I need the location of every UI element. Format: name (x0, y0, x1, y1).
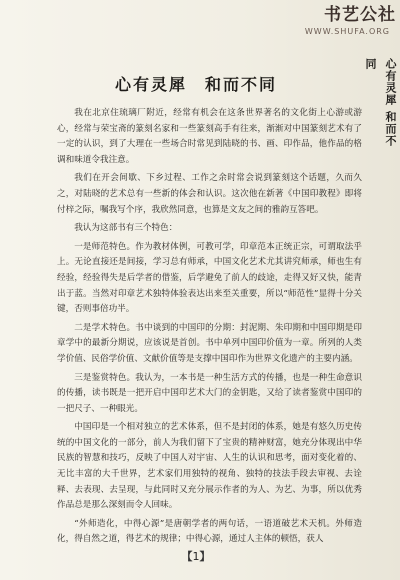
paragraph: 中国印是一个相对独立的艺术体系，但不是封闭的体系，她是有悠久历史传统的中国文化的一部分，前人为我们留下了宝贵的精神财富，她充分体现出中华民族的智慧和技巧，反映了中国人对宇宙、人生的认识和思考，面对变化着的、无比丰富的大千世界，艺术家们用独特的视角、独特的技法手段去审视、去诠释、去表现、去呈现，与此同时又充分展示作者的为人、为艺、为事，所以优秀作品总是那么深刻而令人回味。 (57, 422, 362, 511)
paragraph: 我认为这部书有三个特色： (74, 223, 178, 234)
right-bracket-icon: 】 (199, 550, 211, 563)
running-header: 心有灵犀 和而不同 (364, 58, 397, 147)
logo-url: WWW.SHUFA.ORG (304, 27, 390, 36)
article-body (57, 106, 362, 551)
logo-name: 书艺公社 (324, 5, 396, 25)
paragraph: 二是学术特色。书中谈到的中国印的分期：封泥期、朱印期和中国印期是印章学中的最新分期说，应该说是首创。书中单列中国印价值为一章。所列的人类学价值、民俗学价值、文献价值等是支撑中国印作为世界文化遗产的主要内涵。 (57, 322, 362, 364)
left-bracket-icon: 【 (181, 550, 193, 563)
page-number (0, 548, 392, 564)
page-title: 心有灵犀 和而不同 (114, 75, 277, 94)
paragraph: 三是鉴赏特色。我认为，一本书是一种生活方式的传播，也是一种生命意识的传播，读书既是一把开启中国印艺术大门的金钥匙，又给了读者鉴赏中国印的一把尺子、一种眼光。 (57, 372, 362, 414)
paragraph: 我们在开会间歇、下乡过程、工作之余时常会说到篆刻这个话题，久而久之，对陆晓的艺术总有一些新的体会和认识。这次他在新著《中国印教程》即将付梓之际，嘱我写个序，我欣然同意，也算是文友之间的雅韵互答吧。 (57, 173, 362, 215)
site-logo[interactable] (272, 4, 396, 44)
paragraph: 我在北京住琉璃厂附近，经常有机会在这条世界著名的文化街上心游或游心，经常与荣宝斋的篆刻名家和一些篆刻高手有往来，渐渐对中国篆刻艺术有了一定的认识，到了大理在一些场合时常见到陆晓的书、画、印作品，他作品的格调和味道令我注意。 (57, 108, 362, 165)
paragraph: 一是师范特色。作为教材体例，可教可学，印章范本正统正宗，可谓取法乎上。无论直接还是间接，学习总有师承，中国文化艺术尤其讲究师承，师也生有经验，经验得失是后学者的借鉴，后学避免了前人的歧途，走得又好又快，能青出于蓝。当然对印章艺术独特体验表达出来至关重要，所以“师范性”显得十分关键，否则事倍功半。 (57, 241, 362, 315)
paragraph: “外师造化，中得心源”是唐朝学者的两句话，一语道破艺术天机。外师造化，得自然之道，得艺术的规律；中得心源，通过人主体的顿悟，获人 (57, 518, 362, 545)
page-number-value: 1 (192, 550, 200, 563)
